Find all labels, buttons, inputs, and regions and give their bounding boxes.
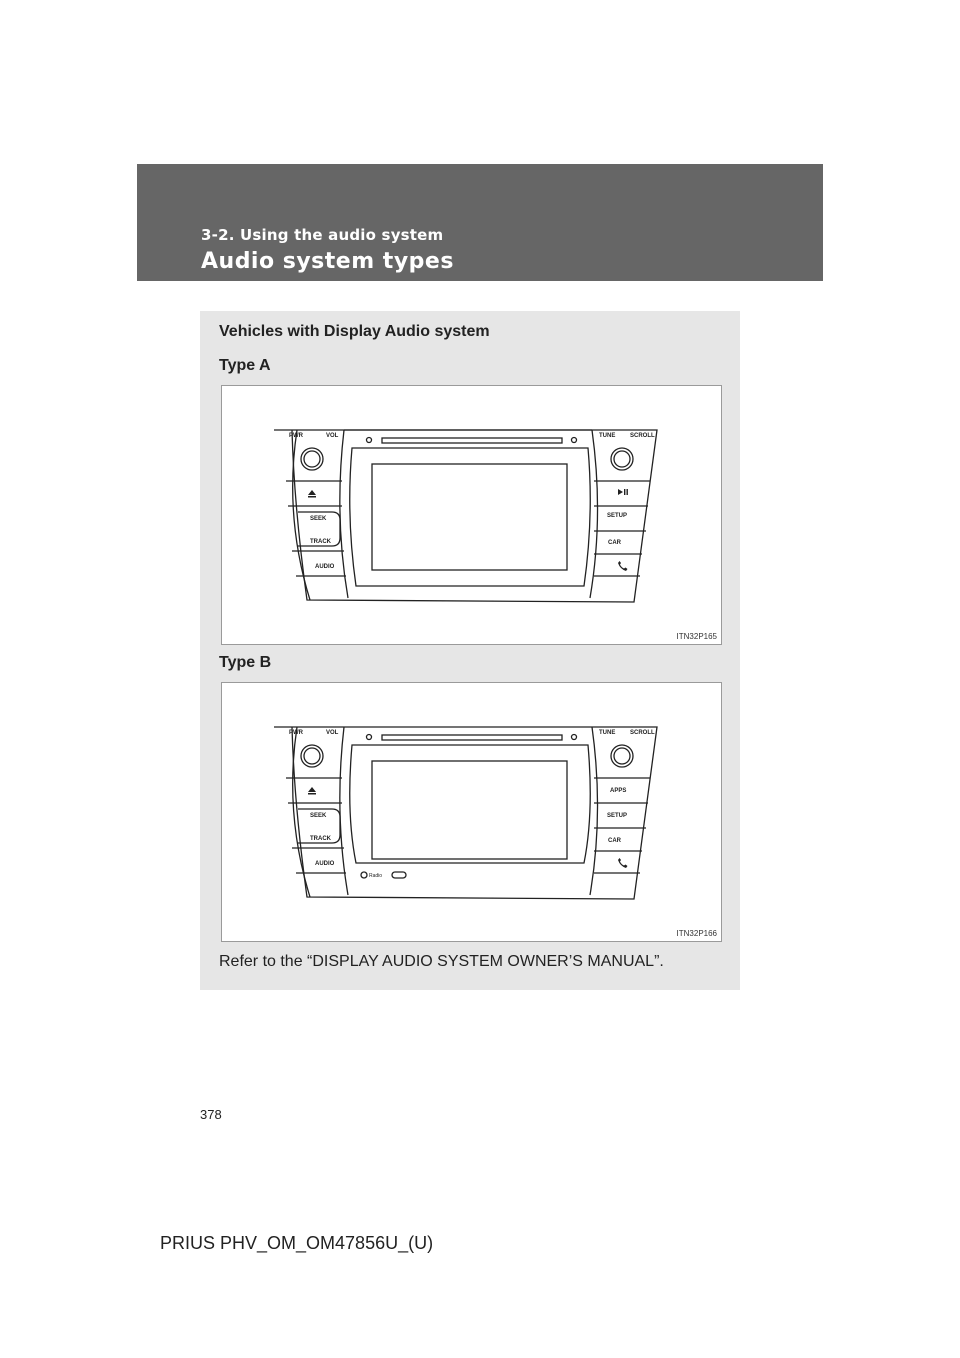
scroll-label: SCROLL — [630, 433, 655, 439]
seek-label: SEEK — [310, 813, 327, 819]
figure-type-a — [221, 385, 722, 645]
section-label: 3-2. Using the audio system — [201, 226, 444, 244]
type-b-label: Type B — [219, 654, 272, 671]
tune-label: TUNE — [599, 730, 616, 736]
audio-label: AUDIO — [315, 564, 335, 570]
figure-code: ITN32P166 — [676, 929, 717, 938]
audio-label: AUDIO — [315, 861, 335, 867]
page-number: 378 — [200, 1107, 222, 1122]
document-code: PRIUS PHV_OM_OM47856U_(U) — [160, 1233, 434, 1253]
figure-code: ITN32P165 — [676, 632, 717, 641]
track-label: TRACK — [310, 836, 331, 842]
pwr-label: PWR — [289, 730, 303, 736]
type-a-label: Type A — [219, 357, 271, 374]
setup-label: SETUP — [607, 813, 628, 819]
seek-label: SEEK — [310, 516, 327, 522]
tune-label: TUNE — [599, 433, 616, 439]
page-title: Audio system types — [201, 249, 454, 274]
track-label: TRACK — [310, 539, 331, 545]
setup-label: SETUP — [607, 513, 628, 519]
audio-unit-illustration-a — [222, 386, 723, 646]
pwr-label: PWR — [289, 433, 303, 439]
apps-label: APPS — [610, 788, 627, 794]
audio-unit-illustration-b — [222, 683, 723, 943]
lead-heading: Vehicles with Display Audio system — [219, 323, 490, 340]
reference-note: Refer to the “DISPLAY AUDIO SYSTEM OWNER’S MANUAL”. — [219, 953, 664, 970]
figure-type-b — [221, 682, 722, 942]
vol-label: VOL — [326, 730, 339, 736]
hd-radio-logo: Radio — [369, 873, 383, 879]
car-label: CAR — [608, 838, 621, 844]
vol-label: VOL — [326, 433, 339, 439]
scroll-label: SCROLL — [630, 730, 655, 736]
car-label: CAR — [608, 540, 621, 546]
